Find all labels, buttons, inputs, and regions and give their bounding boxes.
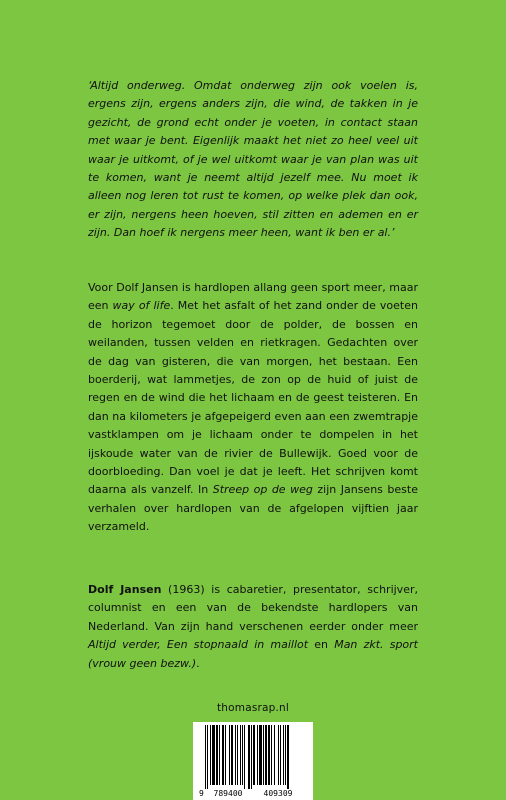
description-italic-2: Streep op de weg [212,483,313,497]
barcode-graphic [193,722,313,800]
barcode-bar [240,725,241,785]
barcode-bar [248,725,250,789]
isbn-barcode [193,722,313,800]
barcode-bar [237,725,238,785]
barcode-bar [271,725,272,785]
barcode-bar [222,725,224,785]
bio-text-2: en [308,638,335,652]
description-italic-1: way of life [112,299,171,313]
barcode-bar [235,725,236,785]
barcode-digits-left: 789400 [213,789,243,798]
barcode-bar [212,725,215,785]
barcode-bar [285,725,286,785]
barcode-digits-right: 409309 [263,789,293,798]
author-bio-block [88,581,418,673]
description-block [88,279,418,537]
barcode-bar [219,725,220,785]
publisher-url: thomasrap.nl [216,702,290,714]
barcode-bar [242,725,243,785]
barcode-bar [231,725,233,785]
barcode-bar [216,725,218,785]
barcode-bar [244,725,245,789]
description-text-3: zijn Jansens beste verhalen over hardlopen van de afgelopen vijftien jaar verzameld. [88,483,418,534]
description-paragraph [88,279,418,537]
barcode-bar [259,725,262,785]
author-name: Dolf Jansen [88,583,162,596]
barcode-bar [280,725,281,785]
barcode-bar [278,725,279,785]
barcode-bar [268,725,270,785]
barcode-digit-first: 9 [199,789,204,798]
barcode-bar [225,725,226,785]
barcode-bar [207,725,208,789]
barcode-bar [251,725,252,789]
description-text-2: . Met het asfalt of het zand onder de voeten de horizon tegemoet door de polder, de bossen en weilanden, tussen velden en rietkragen. Gedachten over de dag van gisteren, die van morgen, het bestaan. Een boerderij, wat lammetjes, de zon op de huid of juist de regen en de wind die het lichaam en de geest teisteren. En dan na kilometers je afgepeigerd even aan een zwemtrapje vastklampen om je lichaam onder te dompelen in het ijskoude water van de rivier de Bullewijk. Goed voor de doorbloeding. Dan voel je dat je leeft. Het schrijven komt daarna als vanzelf. In [88,299,418,497]
bio-italic-1: Altijd verder, Een stopnaald in maillot [88,638,309,652]
barcode-bar [253,725,255,785]
bio-text-1: (1963) is cabaretier, presentator, schrijver, columnist en een van de bekendste hardlopers van Nederland. Van zijn hand verschenen eerder onder meer [88,583,418,633]
author-bio-paragraph [88,581,418,673]
barcode-bar [287,725,289,789]
barcode-bar [257,725,258,785]
bio-text-3: . [196,656,200,670]
barcode-bar [265,725,267,785]
quote-text: ‘Altijd onderweg. Omdat onderweg zijn ook voelen is, ergens zijn, ergens anders zijn, die wind, de takken in je gezicht, de grond echt onder je voeten, in contact staan met waar je bent. Eigenlijk maakt het niet zo heel veel uit waar je uitkomt, of je wel uitkomt waar je van plan was uit te komen, want je neemt altijd jezelf mee. Nu moet ik alleen nog leren tot rust te komen, op welke plek dan ook, er zijn, nergens heen hoeven, stil zitten en ademen en er zijn. Dan hoef ik nergens meer heen, want ik ben er al.’ [88,79,418,240]
barcode-bar [263,725,264,785]
barcode-bar [205,725,206,789]
description-text-1: Voor Dolf Jansen is hardlopen allang geen sport meer, maar een [88,281,418,313]
barcode-bar [229,725,230,785]
barcode-bar [210,725,211,785]
quote-block [88,77,418,243]
barcode-bar [274,725,275,785]
barcode-bars [205,725,289,789]
bio-italic-2: Man zkt. sport (vrouw geen bezw.) [88,638,418,670]
barcode-bar [283,725,284,785]
